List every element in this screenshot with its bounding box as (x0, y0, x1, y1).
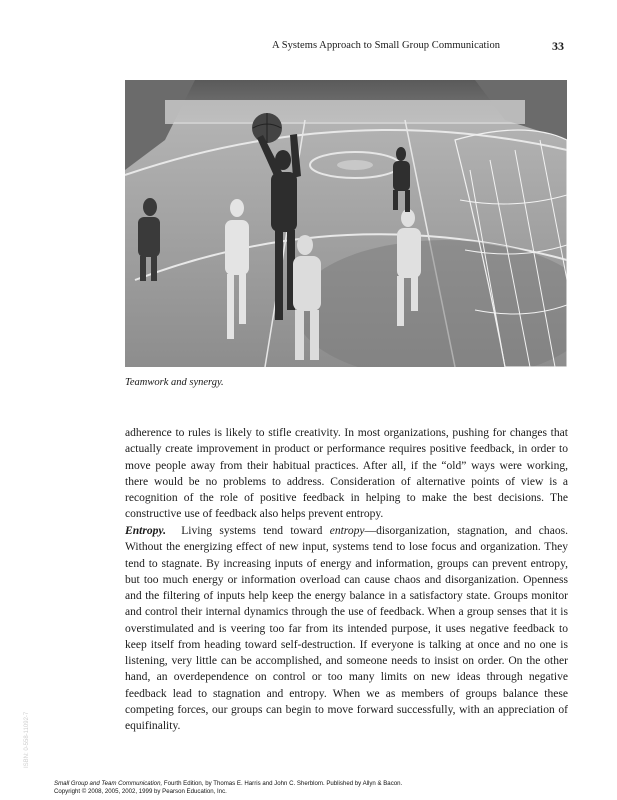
entropy-heading: Entropy. (125, 525, 166, 537)
basketball-photo (125, 80, 567, 367)
paragraph-feedback: adherence to rules is likely to stifle creativity. In most organizations, pushing for changes that actually create improvement in product or performance requires positive feedback, in order to move people away from their habitual practices. After all, if the “old” ways were working, there would be no problems to address. Consideration of alternative points of view is a recognition of the role of positive feedback in helping to make the best decisions. The constructive use of feedback also helps prevent entropy. (125, 427, 568, 521)
basketball-scene-illustration (125, 80, 567, 367)
entropy-term: entropy (329, 525, 365, 537)
figure-caption: Teamwork and synergy. (125, 377, 224, 388)
isbn-watermark: ISBN: 0-558-11092-7 (24, 711, 30, 768)
footer-citation (54, 780, 402, 788)
paragraph-entropy (125, 523, 568, 734)
footer-copyright: Copyright © 2008, 2005, 2002, 1999 by Pearson Education, Inc. (54, 788, 227, 796)
footer-book-title: Small Group and Team Communication, (54, 780, 163, 787)
running-title: A Systems Approach to Small Group Communication (272, 40, 501, 51)
entropy-body: —disorganization, stagnation, and chaos. Without the energizing effect of new input, systems tend to lose focus and organization. They tend to stagnate. By increasing inputs of energy and information, groups can prevent entropy, but too much energy or information overload can cause chaos and disorganization. Openness and the filtering of inputs help keep the energy balance in a satisfactory state. Groups monitor and control their internal dynamics through the use of feedback. When a group senses that it is overstimulated and is veering too far from its intended purpose, it uses negative feedback to keep itself from heading toward self-destruction. If everyone is talking at once and no one is listening, very little can be accomplished, and someone needs to insist on order. On the other hand, an overdependence on control or too many limits on new ideas through negative feedback lead to stagnation and entropy. When we as members of groups balance these competing forces, our groups can begin to move forward successfully, with an appreciation of equifinality. (125, 525, 568, 732)
running-header (0, 40, 617, 56)
entropy-lead: Living systems tend toward (181, 525, 323, 537)
page-number: 33 (552, 39, 564, 53)
page-footer (54, 780, 402, 796)
footer-edition: Fourth Edition, by Thomas E. Harris and John C. Sherblom. Published by Allyn & Bacon. (163, 780, 403, 787)
